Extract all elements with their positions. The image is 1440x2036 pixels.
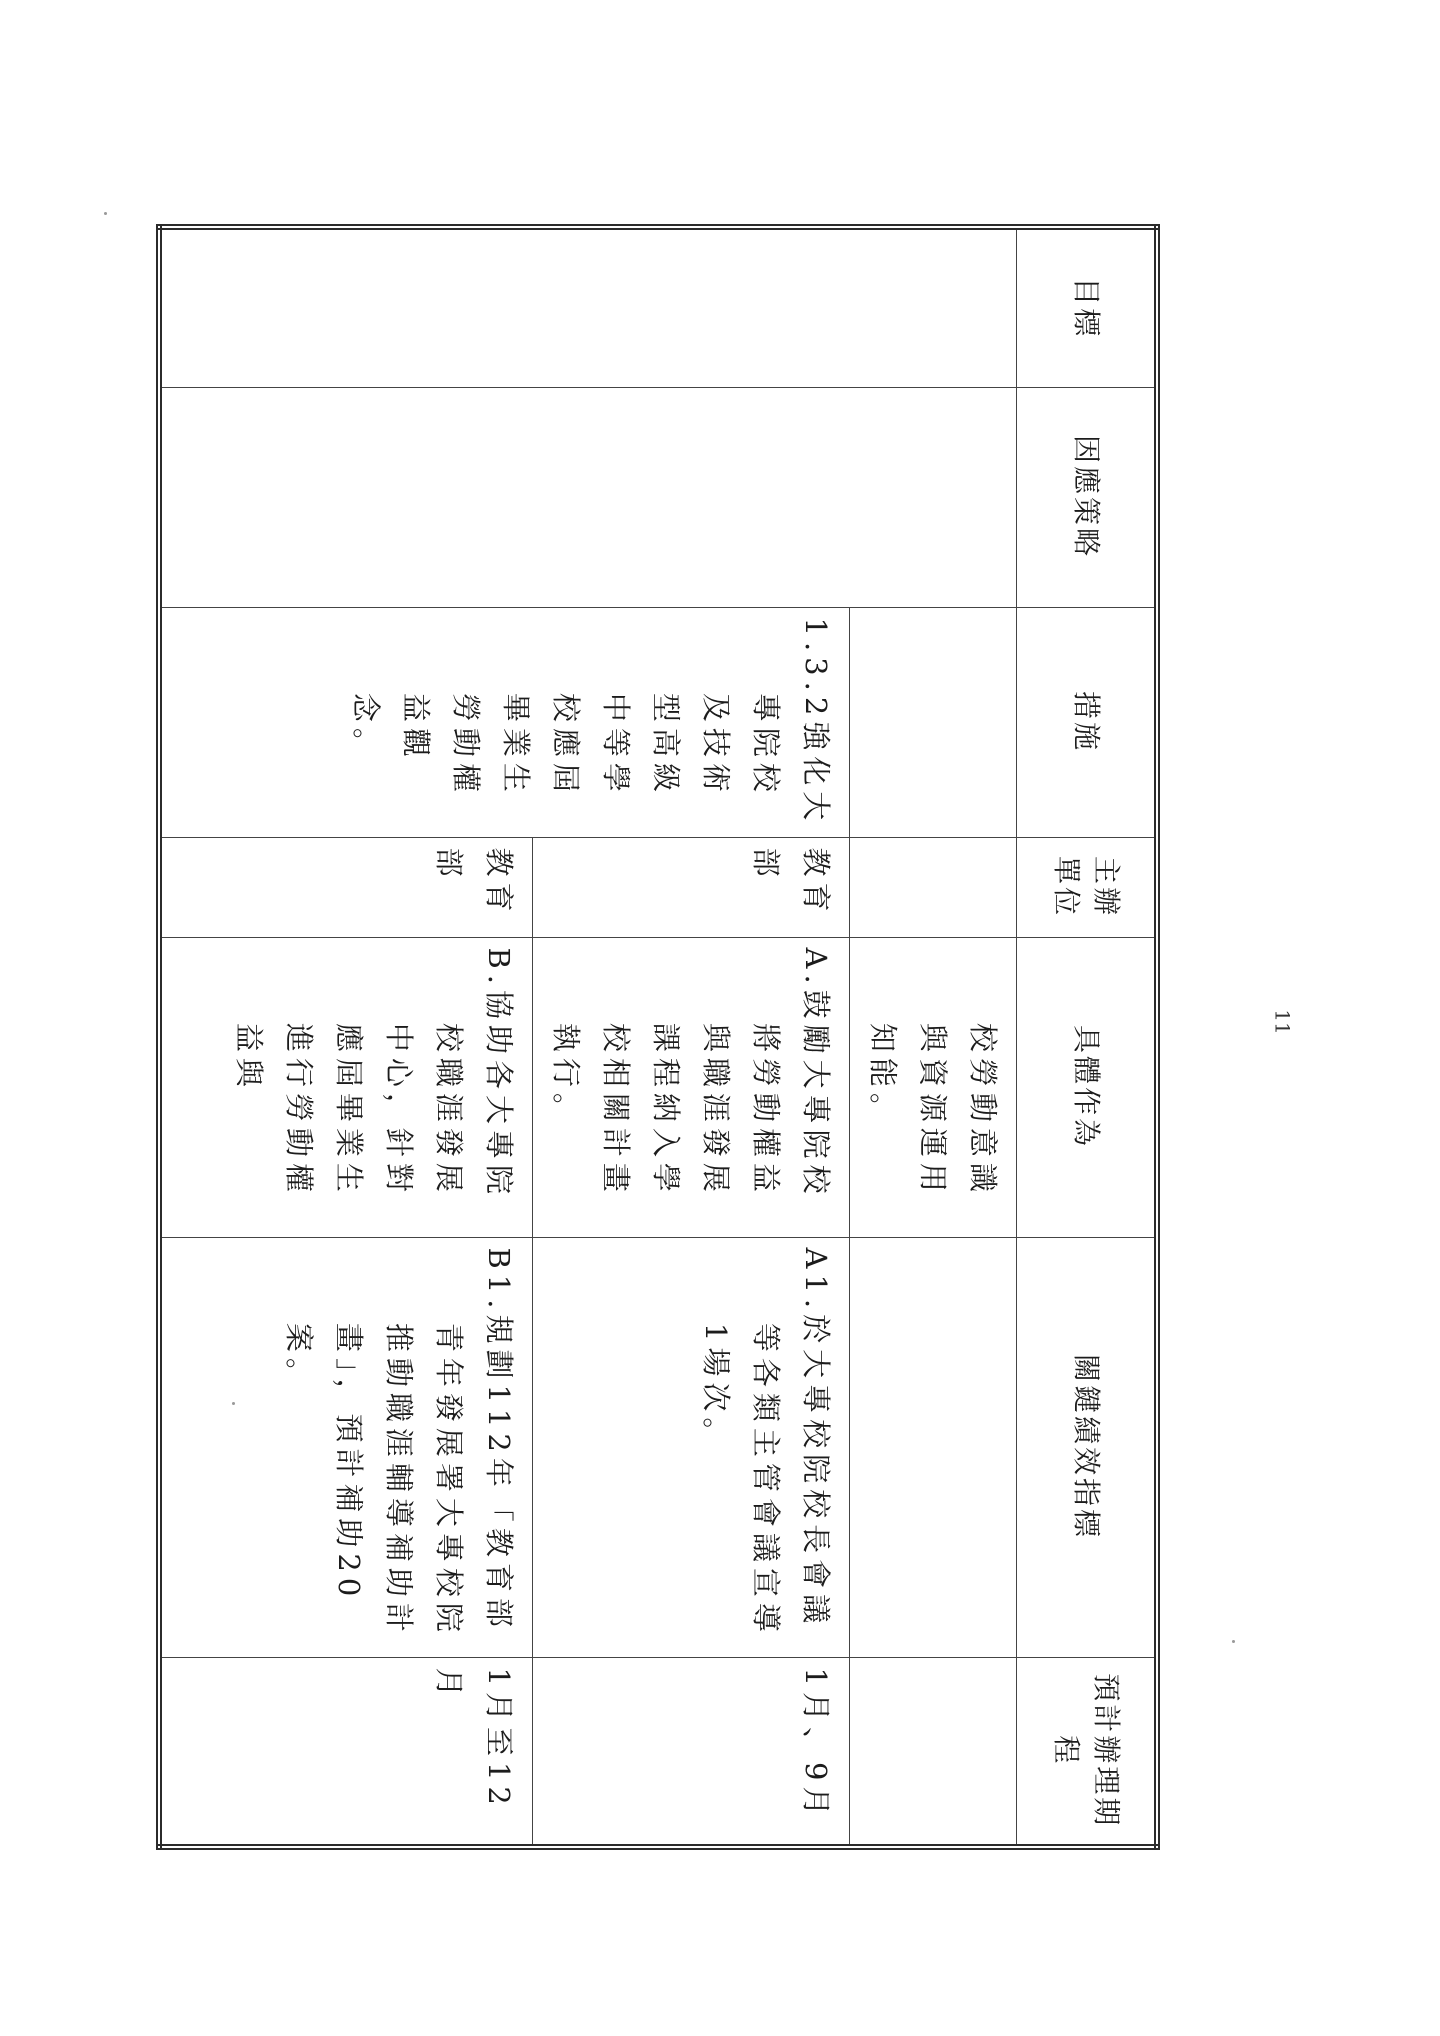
page-number: 11 xyxy=(1270,1009,1295,1035)
header-kpi: 關鍵績效指標 xyxy=(1017,1237,1157,1657)
scan-speck xyxy=(104,212,107,215)
period-cell-a xyxy=(533,1657,850,1847)
table-header-row xyxy=(1017,227,1157,1847)
period-b-text: 1月至12月 xyxy=(432,1667,517,1811)
period-cell-empty xyxy=(850,1657,1017,1847)
unit-cell-empty xyxy=(850,837,1017,937)
measure-cell-1-3-2 xyxy=(159,607,850,837)
plan-table xyxy=(156,224,1160,1850)
action-continued-text: 校勞動意識與資源運用知能。 xyxy=(866,1022,1001,1198)
table-row-continued xyxy=(850,227,1017,1847)
action-b-text: B.協助各大專院校職涯發展中心，針對應屆畢業生進行勞動權益與 xyxy=(232,947,517,1201)
unit-b-text: 教育部 xyxy=(432,847,517,918)
action-cell-a xyxy=(533,937,850,1237)
measure-1-3-2-text: 1.3.2強化大專院校及技術型高級中等學校應屆畢業生勞動權益觀念。 xyxy=(349,617,834,827)
header-measure: 措施 xyxy=(1017,607,1157,837)
kpi-a-text: A1.於大專校院校長會議等各類主管會議宣導1場次。 xyxy=(699,1247,834,1638)
scan-speck xyxy=(232,1402,235,1405)
action-cell-continued xyxy=(850,937,1017,1237)
header-period: 預計辦理期程 xyxy=(1017,1657,1157,1847)
kpi-cell-a xyxy=(533,1237,850,1657)
period-a-text: 1月、9月 xyxy=(799,1667,834,1822)
measure-cell-empty xyxy=(850,607,1017,837)
kpi-cell-empty xyxy=(850,1237,1017,1657)
action-a-text: A.鼓勵大專院校將勞動權益與職涯發展課程納入學校相關計畫執行。 xyxy=(549,947,834,1200)
unit-cell-a xyxy=(533,837,850,937)
rotated-table-wrapper xyxy=(216,224,1160,1844)
header-action: 具體作為 xyxy=(1017,937,1157,1237)
header-goal: 目標 xyxy=(1017,227,1157,387)
unit-cell-b xyxy=(159,837,533,937)
period-cell-b xyxy=(159,1657,533,1847)
strategy-cell xyxy=(159,387,1017,607)
header-strategy: 因應策略 xyxy=(1017,387,1157,607)
scan-speck xyxy=(1232,1640,1235,1643)
goal-cell xyxy=(159,227,1017,387)
header-unit: 主辦單位 xyxy=(1017,837,1157,937)
action-cell-b xyxy=(159,937,533,1237)
kpi-cell-b xyxy=(159,1237,533,1657)
unit-a-text: 教育部 xyxy=(749,847,834,918)
kpi-b-text: B1.規劃112年「教育部青年發展署大專校院推動職涯輔導補助計畫」，預計補助20案。 xyxy=(282,1247,517,1638)
